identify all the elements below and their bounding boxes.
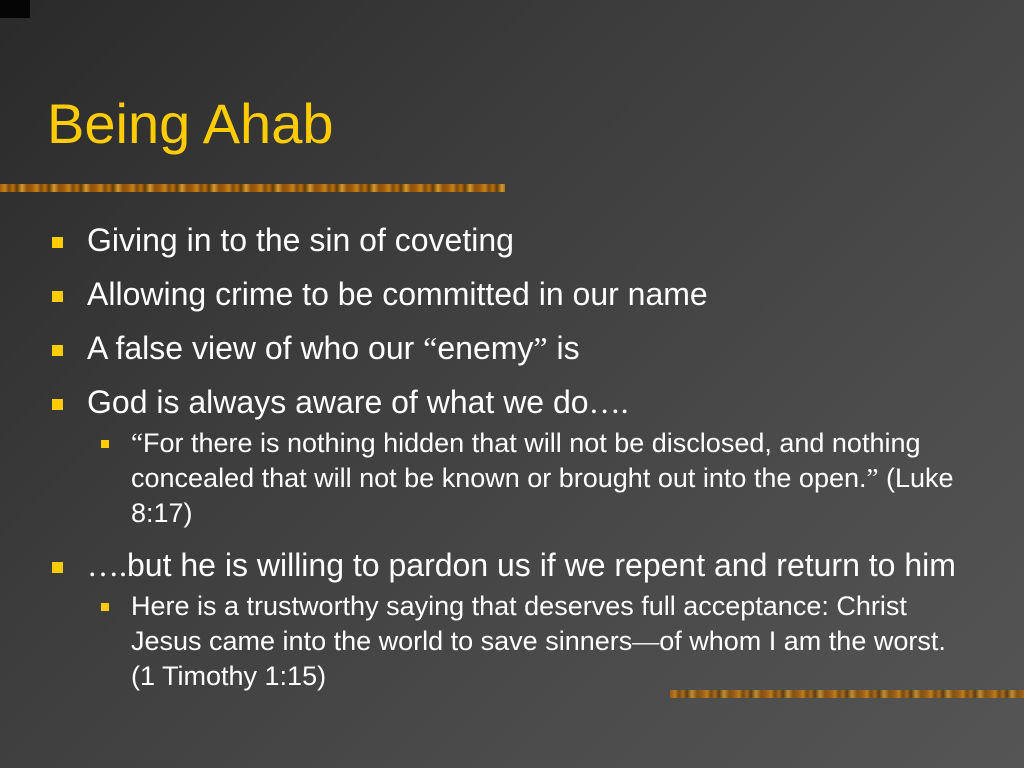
ellipsis: …. <box>588 384 629 420</box>
bullet-text: Allowing crime to be committed in our name <box>87 276 708 312</box>
bullet-item-enemy <box>48 328 968 368</box>
bullet-item-coveting <box>48 220 968 260</box>
bullet-item-crime <box>48 274 968 314</box>
square-bullet-icon <box>52 237 63 248</box>
square-bullet-icon <box>52 345 63 356</box>
slide-title: Being Ahab <box>47 92 334 155</box>
bullet-text: but he is willing to pardon us if we repent and return to him <box>127 547 956 583</box>
sub-bullet-text-tail: of whom I am the worst. (1 Timothy 1:15) <box>131 626 946 691</box>
bullet-text: Giving in to the sin of coveting <box>87 222 514 258</box>
bullet-text: God is always aware of what we do <box>87 384 589 420</box>
square-bullet-icon <box>101 440 109 448</box>
sub-bullet-text: For there is nothing hidden that will not be disclosed, and nothing concealed that will not be known or brought out into the open. <box>131 428 921 493</box>
bullet-text-tail: is <box>547 330 580 366</box>
em-dash: — <box>632 626 660 656</box>
bullet-item-god-aware <box>48 382 968 531</box>
sub-bullet-luke <box>93 426 968 531</box>
corner-decoration <box>0 0 30 18</box>
open-quote: “ <box>423 330 438 366</box>
sub-bullet-list <box>87 426 968 531</box>
title-divider <box>0 184 505 192</box>
square-bullet-icon <box>52 399 63 410</box>
open-quote: “ <box>131 428 143 458</box>
bullet-list <box>48 220 968 708</box>
sub-bullet-text: Here is a trustworthy saying that deserves full acceptance: Christ Jesus came into the world to save sinners <box>131 591 907 656</box>
close-quote: ” <box>533 330 548 366</box>
bullet-text: A false view of who our <box>87 330 424 366</box>
square-bullet-icon <box>101 603 109 611</box>
quoted-word: enemy <box>437 330 534 366</box>
close-quote: ” <box>866 463 879 493</box>
ellipsis: …. <box>87 547 127 583</box>
square-bullet-icon <box>52 291 63 302</box>
scripture-reference: (Luke 8:17) <box>131 463 954 528</box>
sub-bullet-list <box>87 589 968 694</box>
bullet-item-pardon <box>48 545 968 694</box>
sub-bullet-timothy <box>93 589 968 694</box>
square-bullet-icon <box>52 562 63 573</box>
